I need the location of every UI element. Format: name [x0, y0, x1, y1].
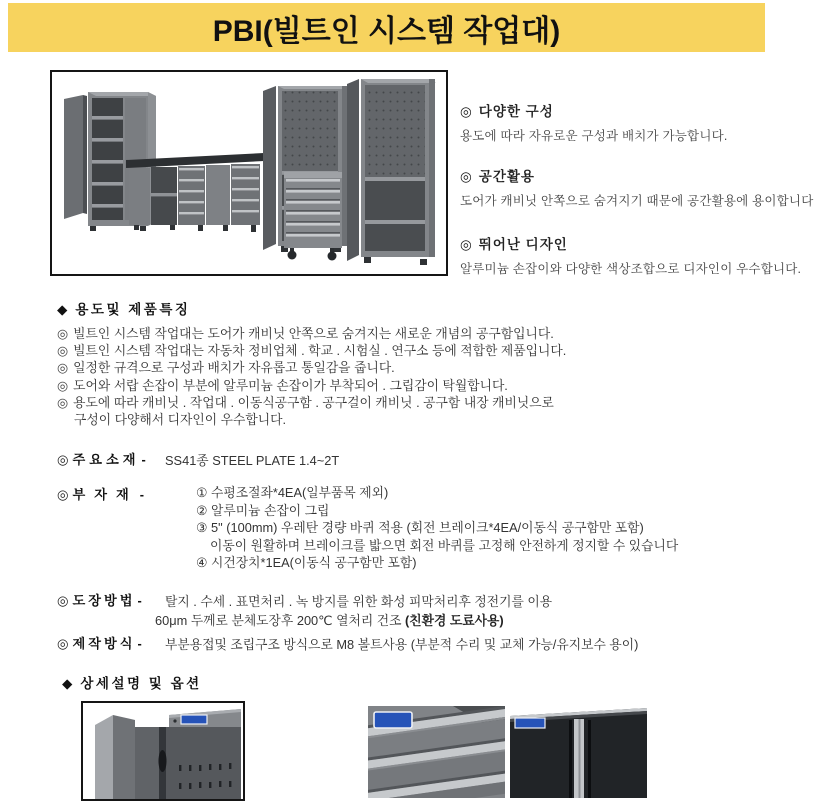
usage-bullet: ◎ 일정한 규격으로 구성과 배치가 자유롭고 통일감을 줍니다.	[57, 360, 395, 376]
usage-bullet: ◎ 도어와 서랍 손잡이 부분에 알루미늄 손잡이가 부착되어 . 그립감이 탁월합니다.	[57, 377, 508, 393]
accessories-list	[196, 484, 678, 572]
painting-line2: 60μm 두께로 분체도장후 200℃ 열처리 건조 (친환경 도료사용)	[155, 613, 504, 628]
usage-bullet-continuation: 구성이 다양해서 디자인이 우수합니다.	[74, 412, 287, 428]
usage-bullet: ◎ 빌트인 시스템 작업대는 도어가 캐비닛 안쪽으로 숨겨지는 새로운 개념의 공구함입니다.	[57, 326, 554, 341]
usage-bullet: ◎ 빌트인 시스템 작업대는 자동차 정비업체 . 학교 . 시험실 . 연구소 등에 적합한 제품입니다.	[57, 343, 567, 359]
usage-section	[57, 298, 777, 428]
usage-heading	[57, 298, 777, 318]
feature-title: 다양한 구성	[478, 104, 554, 119]
circle-bullet-icon: ◎	[57, 377, 69, 393]
usage-bullet-list	[57, 325, 777, 428]
circle-bullet-icon: ◎	[57, 343, 69, 359]
material-value: SS41종 STEEL PLATE 1.4~2T	[165, 453, 340, 468]
accessory-item: ④ 시건장치*1EA(이동식 공구함만 포함)	[196, 555, 417, 571]
title-banner	[8, 3, 765, 52]
detail-photo-drawers	[368, 706, 505, 798]
detail-photo-black-cabinet	[510, 706, 647, 798]
drawer-closeup-illustration	[368, 706, 505, 798]
brand-logo-badge	[374, 712, 412, 728]
usage-heading-text: 용도및 제품특징	[75, 302, 191, 317]
black-cabinet-illustration	[510, 706, 647, 798]
dash: -	[139, 487, 144, 502]
spec-row-material	[57, 449, 146, 468]
detail-heading-text: 상세설명 및 옵션	[80, 676, 202, 691]
dash: -	[137, 636, 142, 651]
feature-variety	[460, 100, 816, 144]
open-door-closeup-illustration	[83, 703, 243, 799]
manufacturing-label: 제작방식	[72, 636, 136, 651]
circle-bullet-icon: ◎	[57, 326, 69, 341]
circle-bullet-icon: ◎	[57, 360, 69, 376]
material-label: 주요소재	[72, 452, 140, 467]
spec-row-accessories	[57, 484, 144, 503]
circle-bullet-icon: ◎	[460, 237, 473, 252]
spec-row-painting	[57, 590, 142, 609]
page-title: PBI(빌트인 시스템 작업대)	[212, 14, 561, 48]
circle-bullet-icon: ◎	[460, 169, 473, 184]
diamond-bullet-icon: ◆	[57, 302, 68, 317]
circle-bullet-icon: ◎	[57, 636, 69, 651]
spec-row-manufacturing	[57, 633, 142, 652]
brand-logo-badge	[181, 715, 207, 724]
accessory-item: ② 알루미늄 손잡이 그립	[196, 502, 330, 518]
manufacturing-value: 부분용접및 조립구조 방식으로 M8 볼트사용 (부분적 수리 및 교체 가능/유지보수 용이)	[165, 637, 639, 652]
diamond-bullet-icon: ◆	[62, 676, 73, 691]
product-illustration-frame	[50, 70, 448, 276]
accessory-item: ③ 5" (100mm) 우레탄 경량 바퀴 적용 (회전 브레이크*4EA/이동식 공구함만 포함)	[196, 520, 644, 536]
feature-desc: 도어가 캐비닛 안쪽으로 숨겨지기 때문에 공간활용에 용이합니다	[460, 194, 814, 208]
circle-bullet-icon: ◎	[57, 487, 69, 502]
brand-logo-badge	[515, 718, 545, 728]
circle-bullet-icon: ◎	[57, 394, 69, 410]
detail-heading	[62, 672, 202, 692]
eco-paint-note: (친환경 도료사용)	[405, 613, 504, 628]
feature-design	[460, 233, 816, 277]
dash: -	[137, 593, 142, 608]
accessory-item: ① 수평조절좌*4EA(일부품목 제외)	[196, 485, 389, 500]
feature-title: 공간활용	[478, 169, 535, 184]
feature-title: 뛰어난 디자인	[478, 237, 568, 252]
circle-bullet-icon: ◎	[57, 593, 69, 608]
detail-photo-open-door	[81, 701, 245, 801]
feature-desc: 용도에 따라 자유로운 구성과 배치가 가능합니다.	[460, 129, 728, 143]
dash: -	[141, 452, 146, 467]
feature-desc: 알루미늄 손잡이와 다양한 색상조합으로 디자인이 우수합니다.	[460, 262, 802, 276]
circle-bullet-icon: ◎	[460, 104, 473, 119]
cabinet-system-illustration	[52, 72, 446, 274]
painting-line1: 탈지 . 수세 . 표면처리 . 녹 방지를 위한 화성 피막처리후 정전기를 이용	[165, 594, 553, 609]
circle-bullet-icon: ◎	[57, 452, 69, 467]
feature-list	[460, 100, 816, 298]
painting-label: 도장방법	[72, 593, 136, 608]
feature-space	[460, 165, 816, 209]
accessory-item-continuation: 이동이 원활하며 브레이크를 밟으면 회전 바퀴를 고정해 안전하게 정지할 수 있습니다	[210, 537, 679, 553]
usage-bullet: ◎ 용도에 따라 캐비닛 . 작업대 . 이동식공구함 . 공구걸이 캐비닛 . 공구함 내장 캐비닛으로	[57, 394, 554, 410]
accessories-label: 부자재	[72, 487, 138, 502]
